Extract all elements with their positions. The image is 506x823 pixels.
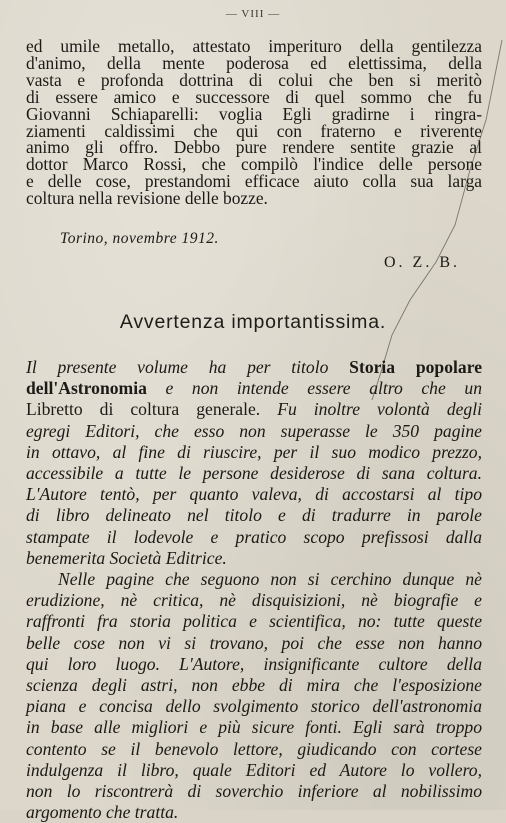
notice-line xyxy=(26,484,482,505)
notice-line xyxy=(26,505,482,526)
notice-text: qui loro luogo. L'Autore, insignificante cultore della xyxy=(26,653,482,674)
book-title-text: Storia popolare xyxy=(349,357,482,377)
notice-text: belle cose non vi si trovano, poi che esse non hanno xyxy=(26,632,482,653)
notice-line xyxy=(26,802,482,823)
notice-text: piana e concisa dello svolgimento storico dell'astronomia xyxy=(26,696,482,717)
notice-line xyxy=(26,781,482,802)
notice-text: erudizione, nè critica, nè disquisizioni, nè biografie e xyxy=(26,590,482,611)
book-title-text: dell'Astronomia xyxy=(26,378,147,399)
preface-line: e delle cose, prestandomi efficace aiuto colla sua larga xyxy=(26,171,482,192)
notice-line xyxy=(26,611,482,632)
notice-line xyxy=(26,357,482,378)
notice-line xyxy=(26,696,482,717)
notice-line xyxy=(26,633,482,654)
notice-text: e non intende essere altro che un xyxy=(146,378,482,399)
preface-line: ziamenti caldissimi che qui con fraterno e riverente xyxy=(26,120,482,141)
notice-text: in ottavo, al fine di riuscire, per il suo modico prezzo, xyxy=(26,441,482,462)
notice-line xyxy=(26,717,482,738)
notice-text: Fu inoltre volontà degli xyxy=(277,399,482,420)
preface-line: Giovanni Schiaparelli: voglia Egli gradirne i ringra- xyxy=(26,103,482,124)
notice-line xyxy=(26,654,482,675)
preface-paragraph xyxy=(26,38,482,207)
notice-line xyxy=(26,739,482,760)
author-signature: O. Z. B. xyxy=(384,254,460,271)
notice-text: stampate il lodevole e pratico scopo prefissosi dalla xyxy=(26,526,482,547)
notice-line xyxy=(26,527,482,548)
preface-line: vasta e profonda dottrina di colui che ben si meritò xyxy=(26,69,482,90)
notice-line xyxy=(26,378,482,399)
notice-paragraph xyxy=(26,357,482,823)
notice-text: scienza degli astri, non ebbe di mira che l'esposizione xyxy=(26,675,482,696)
preface-line: di essere amico e successore di quel sommo che fu xyxy=(26,86,482,107)
notice-text: Nelle pagine che seguono non si cerchino dunque nè xyxy=(58,569,482,590)
notice-line xyxy=(26,760,482,781)
notice-line xyxy=(26,463,482,484)
notice-text: in base alle migliori e più sicure fonti. Egli sarà troppo xyxy=(26,717,482,738)
notice-line xyxy=(26,548,482,569)
notice-text: non lo riscontrerà di soverchio inferiore al nobilissimo xyxy=(26,781,482,802)
notice-text: Libretto di coltura generale. xyxy=(26,399,278,420)
notice-text: contento se il benevolo lettore, giudicando con cortese xyxy=(26,738,482,759)
notice-text: raffronti fra storia politica e scientifica, no: tutte queste xyxy=(26,611,482,632)
notice-text: Il presente volume ha per titolo xyxy=(26,357,350,377)
notice-text: indulgenza il libro, quale Editori ed Autore lo vollero, xyxy=(26,759,482,780)
notice-line xyxy=(26,590,482,611)
notice-text: accessibile a tutte le persone desiderose di sana coltura. xyxy=(26,463,482,484)
preface-line: coltura nella revisione delle bozze. xyxy=(26,188,268,209)
notice-text: egregi Editori, che esso non superasse le 350 pagine xyxy=(26,420,482,441)
notice-line xyxy=(26,675,482,696)
notice-line xyxy=(26,399,482,420)
preface-line: d'animo, della mente poderosa ed elettissima, della xyxy=(26,52,482,73)
dateline: Torino, novembre 1912. xyxy=(60,230,219,247)
notice-text: argomento che tratta. xyxy=(26,802,179,823)
notice-text: L'Autore tentò, per quanto valeva, di accostarsi al tipo xyxy=(26,484,482,505)
notice-text: benemerita Società Editrice. xyxy=(26,547,227,568)
running-head: — VIII — xyxy=(225,8,281,20)
notice-line xyxy=(26,442,482,463)
notice-line xyxy=(26,421,482,442)
notice-text: di libro delineato nel titolo e di tradurre in parole xyxy=(26,505,482,526)
preface-line: ed umile metallo, attestato imperituro della gentilezza xyxy=(26,36,482,56)
preface-line: dottor Marco Rossi, che compilò l'indice delle persone xyxy=(26,154,482,175)
notice-heading: Avvertenza importantissima. xyxy=(119,311,387,333)
preface-line: animo gli offro. Debbo pure rendere sentite grazie al xyxy=(26,137,482,158)
notice-line xyxy=(26,569,482,590)
